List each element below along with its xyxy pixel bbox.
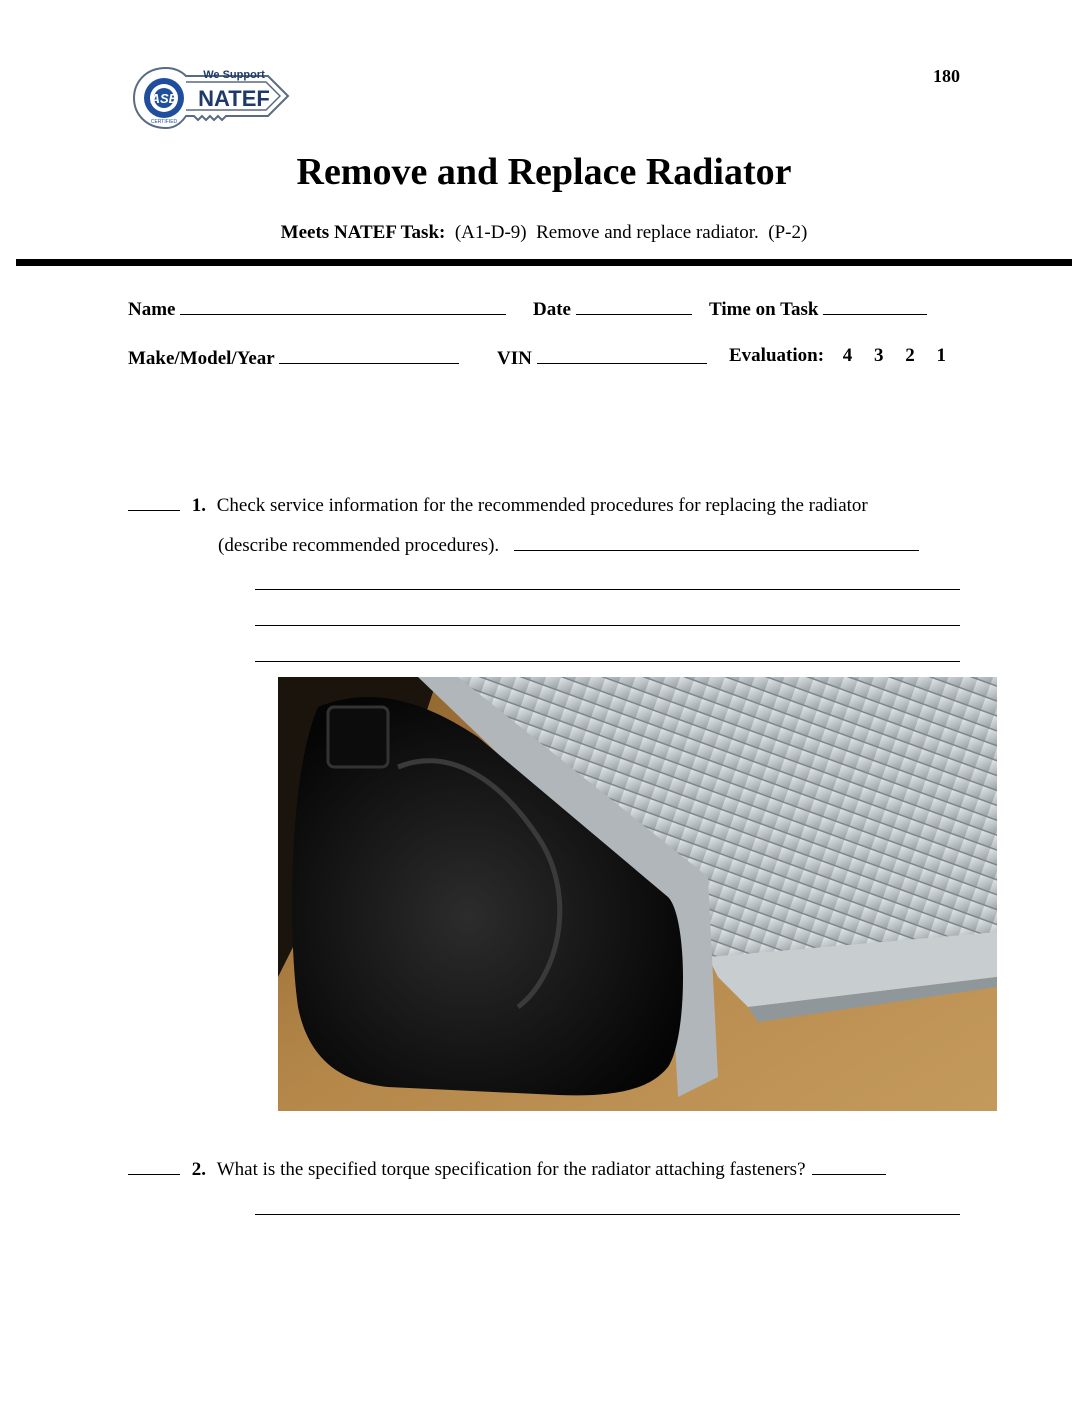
evaluation-score[interactable]: 2 xyxy=(905,345,915,366)
task-label: Meets NATEF Task: xyxy=(280,222,446,243)
task-code: (A1-D-9) xyxy=(454,222,527,243)
natef-task-line xyxy=(0,222,1088,244)
time-on-task-field[interactable] xyxy=(709,296,927,321)
name-label: Name xyxy=(128,299,176,320)
question-2-answer-line[interactable] xyxy=(255,1214,960,1215)
question-1-line2 xyxy=(218,532,919,557)
task-description: Remove and replace radiator. xyxy=(536,222,759,243)
make-model-year-blank[interactable] xyxy=(279,345,459,364)
svg-text:ASE: ASE xyxy=(150,91,178,106)
make-model-year-label: Make/Model/Year xyxy=(128,348,275,369)
question-1-number: 1. xyxy=(191,495,206,516)
evaluation-score[interactable]: 3 xyxy=(874,345,884,366)
svg-text:We Support: We Support xyxy=(203,69,265,81)
evaluation-field xyxy=(729,345,946,367)
evaluation-label: Evaluation: xyxy=(729,345,825,366)
question-2-number: 2. xyxy=(191,1159,206,1180)
date-blank[interactable] xyxy=(576,296,692,315)
question-2 xyxy=(128,1156,886,1181)
page-title: Remove and Replace Radiator xyxy=(296,151,792,193)
vin-field[interactable] xyxy=(497,345,707,370)
question-1-answer-line[interactable] xyxy=(255,625,960,626)
question-2-check-blank[interactable] xyxy=(128,1156,180,1175)
name-field[interactable] xyxy=(128,296,506,321)
natef-logo xyxy=(130,62,292,146)
date-field[interactable] xyxy=(533,296,692,321)
question-1-answer-line[interactable] xyxy=(255,589,960,590)
question-1-check-blank[interactable] xyxy=(128,492,180,511)
evaluation-score[interactable]: 1 xyxy=(936,345,947,366)
natef-key-icon xyxy=(130,62,292,146)
header-divider xyxy=(16,259,1072,266)
radiator-photo xyxy=(278,677,997,1111)
date-label: Date xyxy=(533,299,571,320)
make-model-year-field[interactable] xyxy=(128,345,459,370)
vin-label: VIN xyxy=(497,348,532,369)
question-1-answer-line[interactable] xyxy=(255,661,960,662)
question-2-answer-blank[interactable] xyxy=(812,1156,886,1175)
question-1-text: Check service information for the recommended procedures for replacing the radiator xyxy=(216,495,868,516)
page-number: 180 xyxy=(933,66,960,86)
question-1-text-cont: (describe recommended procedures). xyxy=(218,535,500,556)
question-2-text: What is the specified torque specification for the radiator attaching fasteners? xyxy=(216,1159,806,1180)
evaluation-score[interactable]: 4 xyxy=(842,345,853,366)
question-1-answer-blank[interactable] xyxy=(514,532,919,551)
radiator-image xyxy=(278,677,997,1111)
vin-blank[interactable] xyxy=(537,345,707,364)
svg-text:NATEF: NATEF xyxy=(198,86,270,111)
task-priority: (P-2) xyxy=(768,222,808,243)
time-on-task-blank[interactable] xyxy=(823,296,927,315)
time-on-task-label: Time on Task xyxy=(709,299,819,320)
name-blank[interactable] xyxy=(180,296,506,315)
svg-text:CERTIFIED: CERTIFIED xyxy=(150,119,178,125)
question-1 xyxy=(128,492,868,517)
